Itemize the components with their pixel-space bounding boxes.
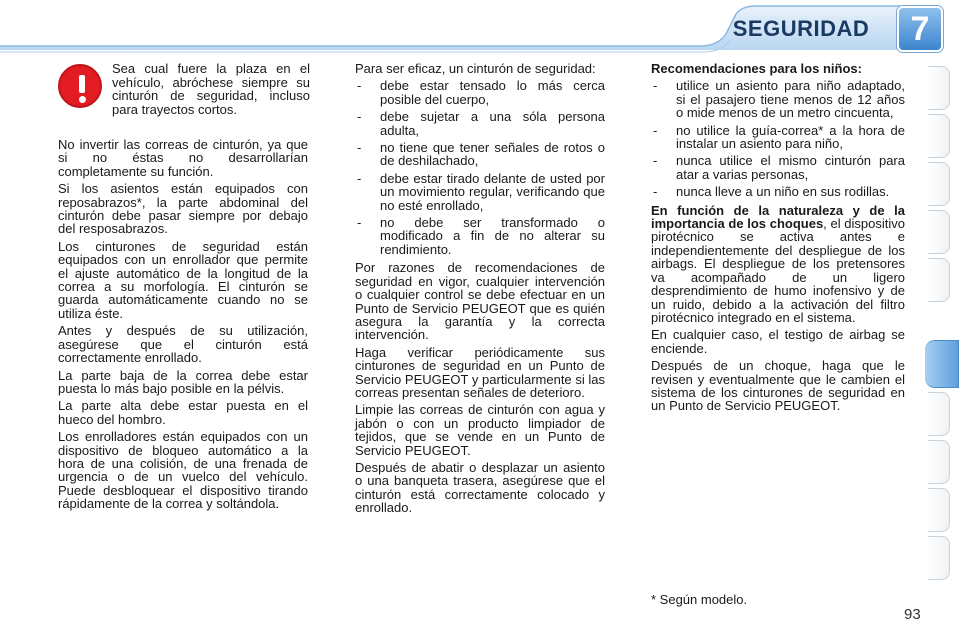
- paragraph: Por razones de recomendaciones de seguridad en vigor, cualquier intervención o cualquier control se debe efectuar en un Punto de Servicio PEUGEOT que es quién asegura la garantía y la correcta intervención.: [355, 260, 605, 343]
- paragraph: No invertir las correas de cinturón, ya que si no éstas no desarrollarían completamente su función.: [58, 137, 308, 179]
- list-item: - no tiene que tener señales de rotos o de deshilachado,: [357, 140, 605, 169]
- list-item: - no debe ser transformado o modificado a fin de no alterar su rendimiento.: [357, 215, 605, 257]
- chapter-tab-strip: [928, 66, 960, 586]
- paragraph: Si los asientos están equipados con reposabrazos*, la parte abdominal del cinturón debe pasar siempre por debajo del resposabrazos.: [58, 181, 308, 237]
- paragraph: Limpie las correas de cinturón con agua y jabón o con un producto limpiador de tejidos, que se vende en un Punto de Servicio PEUGEOT.: [355, 402, 605, 458]
- paragraph: Los enrolladores están equipados con un dispositivo de bloqueo automático a la hora de una colisión, de una frenada de urgencia o de un vuelco del vehículo. Puede desbloquear el dispositivo tirando rápidamente de la correa y soltándola.: [58, 429, 308, 512]
- pyrotechnic-paragraph: [651, 204, 905, 325]
- column-1: [58, 138, 308, 515]
- list-item: - debe estar tirado delante de usted por un movimiento regular, verificando que no esté enrollado,: [357, 170, 605, 213]
- list-item: - nunca utilice el mismo cinturón para atar a varias personas,: [653, 153, 905, 182]
- chapter-tab[interactable]: [928, 258, 950, 302]
- paragraph: La parte alta debe estar puesta en el hueco del hombro.: [58, 398, 308, 427]
- paragraph: La parte baja de la correa debe estar puesta lo más bajo posible en la pélvis.: [58, 367, 308, 396]
- paragraph: Los cinturones de seguridad están equipados con un enrollador que permite el ajuste automático de la longitud de la correa a su morfología. El cinturón se guarda automáticamente cuando no se utiliza éste.: [58, 238, 308, 321]
- chapter-tab[interactable]: [928, 210, 950, 254]
- paragraph: Antes y después de su utilización, asegúrese que el cinturón está correctamente enrollado.: [58, 323, 308, 366]
- page-number: 93: [904, 606, 921, 623]
- chapter-tab[interactable]: [928, 440, 950, 484]
- chapter-tab[interactable]: [928, 114, 950, 158]
- paragraph: Después de abatir o desplazar un asiento o una banqueta trasera, asegúrese que el cinturón está correctamente colocado y enrollado.: [355, 459, 605, 516]
- children-recommendations-list: [651, 79, 905, 198]
- paragraph: Para ser eficaz, un cinturón de seguridad:: [355, 61, 596, 76]
- children-heading: Recomendaciones para los niños:: [651, 61, 862, 76]
- column-3: [651, 62, 905, 417]
- warning-text: Sea cual fuere la plaza en el vehículo, abróchese siempre su cinturón de seguridad, incluso para trayectos cortos.: [112, 61, 310, 117]
- chapter-tab[interactable]: [928, 488, 950, 532]
- chapter-tab[interactable]: [928, 66, 950, 110]
- column-2: [355, 62, 605, 519]
- paragraph: Haga verificar periódicamente sus cinturones de seguridad en un Punto de Servicio PEUGEOT y particularmente si las correas presentan señales de deterioro.: [355, 344, 605, 400]
- exclamation-icon: [58, 64, 102, 108]
- list-item: - utilice un asiento para niño adaptado, si el pasajero tiene menos de 12 años o mide menos de un metro cincuenta,: [653, 78, 905, 121]
- belt-requirements-list: [355, 79, 605, 256]
- list-item: - no utilice la guía-correa* a la hora de instalar un asiento para niño,: [653, 122, 905, 152]
- chapter-tab[interactable]: [928, 162, 950, 206]
- chapter-tab-active[interactable]: [925, 340, 959, 388]
- paragraph: Después de un choque, haga que le revisen y eventualmente que le cambien el sistema de los cinturones de seguridad en un Punto de Servicio PEUGEOT.: [651, 358, 905, 414]
- chapter-tab[interactable]: [928, 392, 950, 436]
- pyrotechnic-text: , el dispositivo pirotécnico se activa antes e independientemente del despliegue de los airbags. El despliegue de los pretensores va acompañado de un ligero desprendimiento de humo inofensivo y de un ruido, debido a la activación del filtro pirotécnico integrado en el sistema.: [651, 216, 905, 325]
- section-title: SEGURIDAD: [732, 16, 870, 41]
- header-banner: [0, 0, 960, 60]
- chapter-badge: 7: [897, 6, 943, 52]
- paragraph: En cualquier caso, el testigo de airbag se enciende.: [651, 327, 905, 356]
- chapter-tab[interactable]: [928, 536, 950, 580]
- pyrotechnic-heading: En función de la naturaleza y de la importancia de los choques: [651, 202, 905, 232]
- list-item: - debe estar tensado lo más cerca posible del cuerpo,: [357, 78, 605, 107]
- list-item: - nunca lleve a un niño en sus rodillas.: [653, 184, 890, 200]
- footnote: * Según modelo.: [651, 592, 748, 607]
- list-item: - debe sujetar a una sóla persona adulta,: [357, 109, 605, 138]
